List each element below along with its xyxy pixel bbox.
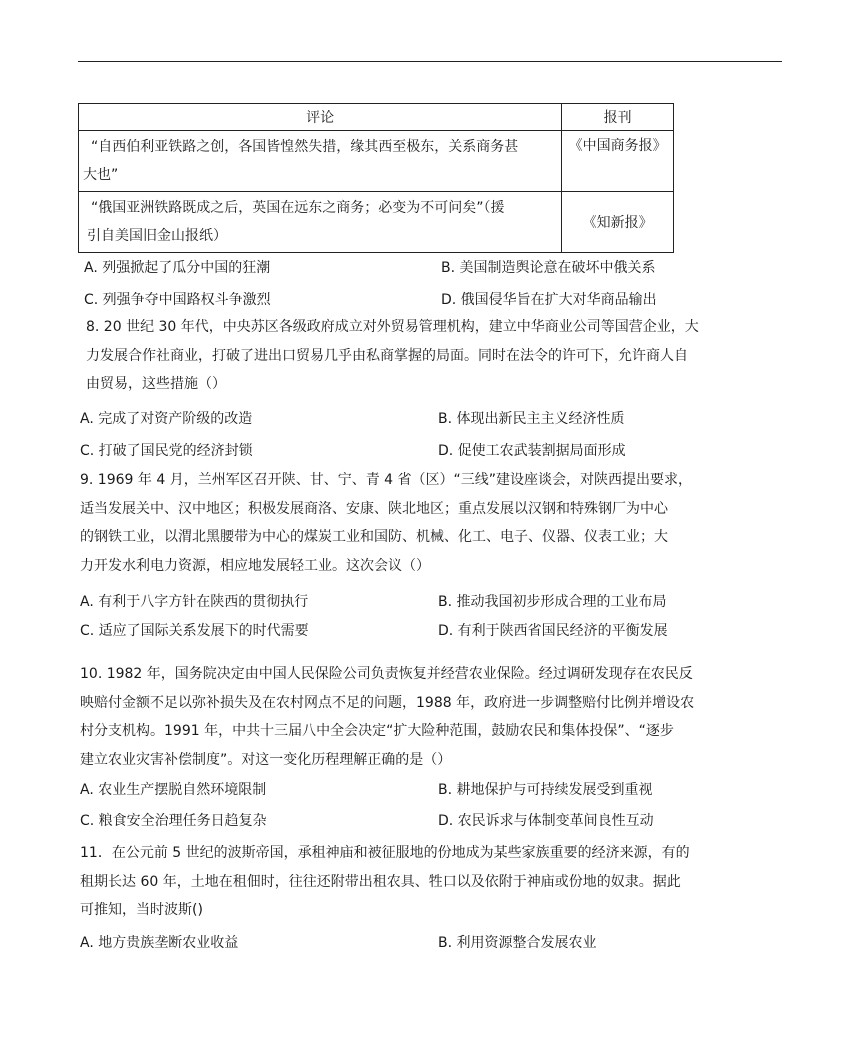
q9-stem-line: 力开发水利电力资源，相应地发展轻工业。这次会议（） — [80, 557, 430, 574]
q11-stem — [80, 839, 740, 925]
q10-option-c[interactable]: C. 粮食安全治理任务日趋复杂 — [80, 813, 267, 829]
comment-line: “俄国亚洲铁路既成之后，英国在远东之商务；必变为不可问矣”（援 — [91, 200, 505, 216]
q9-option-a[interactable]: A. 有利于八字方针在陕西的贯彻执行 — [80, 594, 309, 610]
comment-line: 引自美国旧金山报纸） — [87, 228, 227, 244]
q10-stem-line: 10. 1982 年，国务院决定由中国人民保险公司负责恢复并经营农业保险。经过调研发现存在农民反 — [80, 666, 693, 682]
comment-line: “自西伯利亚铁路之创，各国皆惶然失措，缘其西至极东，关系商务甚 — [91, 139, 519, 155]
q10-stem-line: 映赔付金额不足以弥补损失及在农村网点不足的问题，1988 年，政府进一步调整赔付比例并增设农 — [80, 694, 695, 711]
q9-option-c[interactable]: C. 适应了国际关系发展下的时代需要 — [80, 623, 309, 639]
q10-option-b[interactable]: B. 耕地保护与可持续发展受到重视 — [438, 782, 653, 798]
table-cell-paper: 《知新报》 — [562, 192, 674, 253]
q10-stem-line: 村分支机构。1991 年，中共十三届八中全会决定“扩大险种范围，鼓励农民和集体投保”、“逐步 — [80, 723, 674, 739]
q8-stem-line: 力发展合作社商业，打破了进出口贸易几乎由私商掌握的局面。同时在法令的许可下，允许商人自 — [86, 347, 688, 364]
q9-stem-line: 9. 1969 年 4 月，兰州军区召开陕、甘、宁、青 4 省（区）“三线”建设座谈会，对陕西提出要求， — [80, 472, 693, 488]
q10-stem-line: 建立农业灾害补偿制度”。对这一变化历程理解正确的是（） — [80, 751, 452, 768]
q8-option-d[interactable]: D. 促使工农武装割据局面形成 — [438, 443, 626, 459]
q8-stem — [80, 313, 740, 399]
q11-stem-line: 11．在公元前 5 世纪的波斯帝国，承租神庙和被征服地的份地成为某些家族重要的经济来源，有的 — [80, 845, 690, 861]
q9-stem — [80, 466, 740, 580]
q11-option-a[interactable]: A. 地方贵族垄断农业收益 — [80, 935, 239, 951]
q9-option-d[interactable]: D. 有利于陕西省国民经济的平衡发展 — [438, 623, 668, 639]
q7-option-a[interactable]: A. 列强掀起了瓜分中国的狂潮 — [84, 260, 271, 276]
q11-option-b[interactable]: B. 利用资源整合发展农业 — [438, 935, 597, 951]
comment-line: 大也” — [83, 167, 119, 183]
q10-option-a[interactable]: A. 农业生产摆脱自然环境限制 — [80, 782, 267, 798]
q8-option-c[interactable]: C. 打破了国民党的经济封锁 — [80, 443, 253, 459]
table-header-row — [79, 104, 674, 131]
q8-option-a[interactable]: A. 完成了对资产阶级的改造 — [80, 411, 253, 427]
header-rule — [78, 61, 782, 62]
table-row — [79, 192, 674, 253]
q8-stem-line: 8. 20 世纪 30 年代，中央苏区各级政府成立对外贸易管理机构，建立中华商业公司等国营企业，大 — [86, 319, 699, 335]
table-cell-comment — [79, 192, 562, 253]
q8-option-b[interactable]: B. 体现出新民主主义经济性质 — [438, 411, 625, 427]
table-header-comment: 评论 — [79, 104, 562, 131]
q11-stem-line: 租期长达 60 年，土地在租佃时，往往还附带出租农具、牲口以及依附于神庙或份地的奴隶。据此 — [80, 873, 681, 890]
source-table — [78, 103, 674, 253]
q7-option-b[interactable]: B. 美国制造舆论意在破坏中俄关系 — [441, 260, 656, 276]
q7-option-c[interactable]: C. 列强争夺中国路权斗争激烈 — [84, 292, 271, 308]
table-row — [79, 131, 674, 192]
q7-option-d[interactable]: D. 俄国侵华旨在扩大对华商品输出 — [441, 292, 657, 308]
q9-stem-line: 的钢铁工业，以渭北黑腰带为中心的煤炭工业和国防、机械、化工、电子、仪器、仪表工业；大 — [80, 529, 668, 545]
table-cell-comment — [79, 131, 562, 192]
q8-stem-line: 由贸易，这些措施（） — [86, 376, 226, 392]
q11-stem-line: 可推知，当时波斯() — [80, 902, 203, 918]
q9-option-b[interactable]: B. 推动我国初步形成合理的工业布局 — [438, 594, 667, 610]
q9-stem-line: 适当发展关中、汉中地区；积极发展商洛、安康、陕北地区；重点发展以汉钢和特殊钢厂为中心 — [80, 500, 668, 517]
q10-stem — [80, 660, 740, 774]
table-header-paper: 报刊 — [562, 104, 674, 131]
q10-option-d[interactable]: D. 农民诉求与体制变革间良性互动 — [438, 813, 654, 829]
table-cell-paper: 《中国商务报》 — [562, 131, 674, 192]
